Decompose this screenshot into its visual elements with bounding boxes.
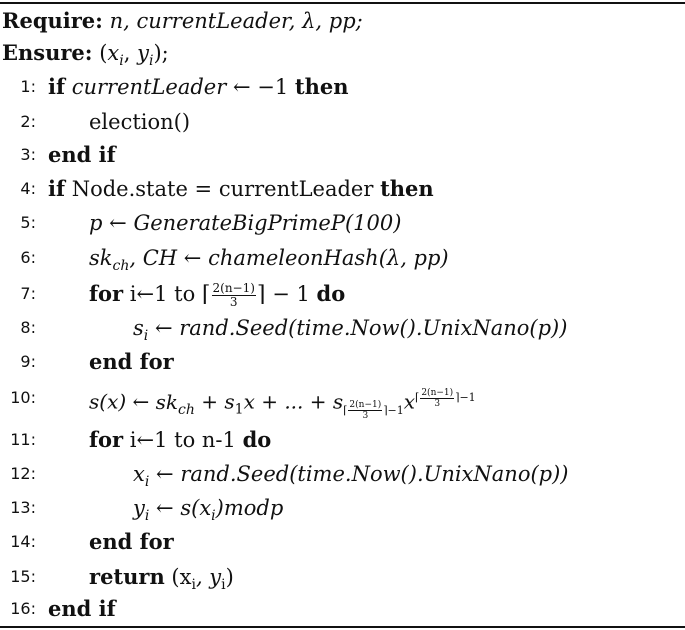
ensure-y: $y_i$	[137, 41, 154, 70]
ensure-line: Ensure: ($x_i$, $y_i$);	[2, 40, 169, 70]
algo-line-12: 12: $x_i$ ← rand.Seed(time.Now().UnixNano(p))	[0, 459, 685, 489]
algo-line-8: 8: $s_i$ ← rand.Seed(time.Now().UnixNano(p))	[0, 313, 685, 343]
bottom-rule	[0, 626, 685, 628]
require-value: n, currentLeader, λ, pp;	[109, 9, 363, 33]
line-number: 14:	[10, 532, 36, 551]
algo-line-15: 15: return ($x_i$, $y_i$)	[0, 562, 685, 592]
algo-line-16: 16: end if	[0, 594, 685, 624]
line-number: 15:	[10, 567, 36, 586]
algo-line-11: 11: for i←1 to n-1 do	[0, 425, 685, 455]
line-number: 16:	[10, 599, 36, 618]
line-number: 12:	[10, 464, 36, 483]
ensure-x: $x_i$	[107, 41, 124, 70]
line-number: 8:	[20, 318, 36, 337]
algo-line-3: 3: end if	[0, 140, 685, 170]
algo-line-2: 2: election()	[0, 107, 685, 137]
algo-line-5: 5: p ← GenerateBigPrimeP(100)	[0, 208, 685, 238]
algo-line-7: 7: for i←1 to ⌈ $\frac{2(n-1)}{3}$ ⌉ − 1 do	[0, 279, 685, 309]
algo-line-9: 9: end for	[0, 347, 685, 377]
line-number: 9:	[20, 352, 36, 371]
line-number: 4:	[20, 179, 36, 198]
algo-line-14: 14: end for	[0, 527, 685, 557]
line-number: 10:	[10, 388, 36, 407]
line-number: 13:	[10, 498, 36, 517]
require-label: Require:	[2, 8, 103, 33]
top-rule	[0, 2, 685, 4]
line-number: 3:	[20, 145, 36, 164]
line-number: 5:	[20, 213, 36, 232]
algo-line-4: 4: if Node.state = currentLeader then	[0, 174, 685, 204]
line-number: 1:	[20, 77, 36, 96]
algo-line-1: 1: if currentLeader ← −1 then	[0, 72, 685, 102]
algo-line-13: 13: $y_i$ ← $s(x_i)modp$	[0, 493, 685, 523]
fraction: $\frac{2(n-1)}{3}$	[212, 281, 255, 309]
algo-line-10: 10: s(x) ← $sk_{ch} + s_1x$ + ... + $s_{⌈ \frac{2(n-1)}{3} ⌉-1}x^{⌈ \frac{2(n-1)}{3} ⌉-1}$	[0, 383, 685, 413]
ensure-label: Ensure:	[2, 40, 93, 65]
require-line	[0, 6, 685, 36]
line-number: 7:	[20, 284, 36, 303]
line-number: 11:	[10, 430, 36, 449]
algo-line-6: 6: $sk_{ch}$, CH ← chameleonHash(λ, pp)	[0, 243, 685, 273]
line-number: 6:	[20, 248, 36, 267]
line-number: 2:	[20, 112, 36, 131]
